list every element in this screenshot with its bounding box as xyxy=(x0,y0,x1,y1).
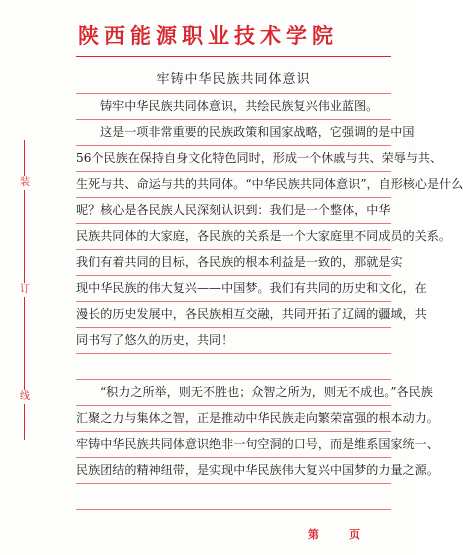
binding-margin xyxy=(18,140,32,440)
page-number-prefix: 第 xyxy=(308,528,321,541)
ruled-line xyxy=(76,353,391,354)
ruled-line xyxy=(76,483,391,484)
essay-line: “积力之所举，则无不胜也；众智之所为，则无不成也。”各民族 xyxy=(100,385,433,399)
essay-line: 现中华民族的伟大复兴——中国梦。我们有共同的历史和文化，在 xyxy=(76,281,427,295)
essay-line: 这是一项非常重要的民族政策和国家战略，它强调的是中国 xyxy=(100,125,415,139)
ruled-writing-area xyxy=(76,0,463,555)
essay-line: 呢？核心是各民族人民深刻认识到：我们是一个整体，中华 xyxy=(76,203,391,217)
school-name-header: 陕西能源职业技术学院 xyxy=(78,23,338,48)
essay-line: 我们有着共同的目标，各民族的根本利益是一致的，那就是实 xyxy=(76,255,403,269)
essay-line: 民族团结的精神纽带，是实现中华民族伟大复兴中国梦的力量之源。 xyxy=(76,463,439,477)
essay-line: 同书写了悠久的历史，共同！ xyxy=(76,333,234,347)
essay-line: 漫长的历史发展中，各民族相互交融，共同开拓了辽阔的疆域，共 xyxy=(76,307,427,321)
essay-title: 牢铸中华民族共同体意识 xyxy=(156,72,311,87)
essay-line: 生死与共、命运与共的共同体。“中华民族共同体意识”，自形核心是什么 xyxy=(76,177,463,191)
essay-line: 民族共同体的大家庭，各民族的关系是一个大家庭里不同成员的关系。 xyxy=(76,229,451,243)
essay-line: 牢铸中华民族共同体意识绝非一句空洞的口号，而是维系国家统一、 xyxy=(76,437,439,451)
essay-line: 铸牢中华民族共同体意识，共绘民族复兴伟业蓝图。 xyxy=(100,99,379,113)
essay-line: 56个民族在保持自身文化特色同时，形成一个休戚与共、荣辱与共、 xyxy=(76,151,443,165)
page-number-suffix: 页 xyxy=(349,528,362,541)
essay-line: 汇聚之力与集体之智，正是推动中华民族走向繁荣富强的根本动力。 xyxy=(76,411,439,425)
binding-mark-xian: 线 xyxy=(20,391,30,402)
ruled-line xyxy=(76,509,391,510)
binding-mark-ding: 订 xyxy=(20,284,30,295)
binding-mark-zhuang: 装 xyxy=(20,177,30,188)
page-number-footer xyxy=(308,526,362,542)
